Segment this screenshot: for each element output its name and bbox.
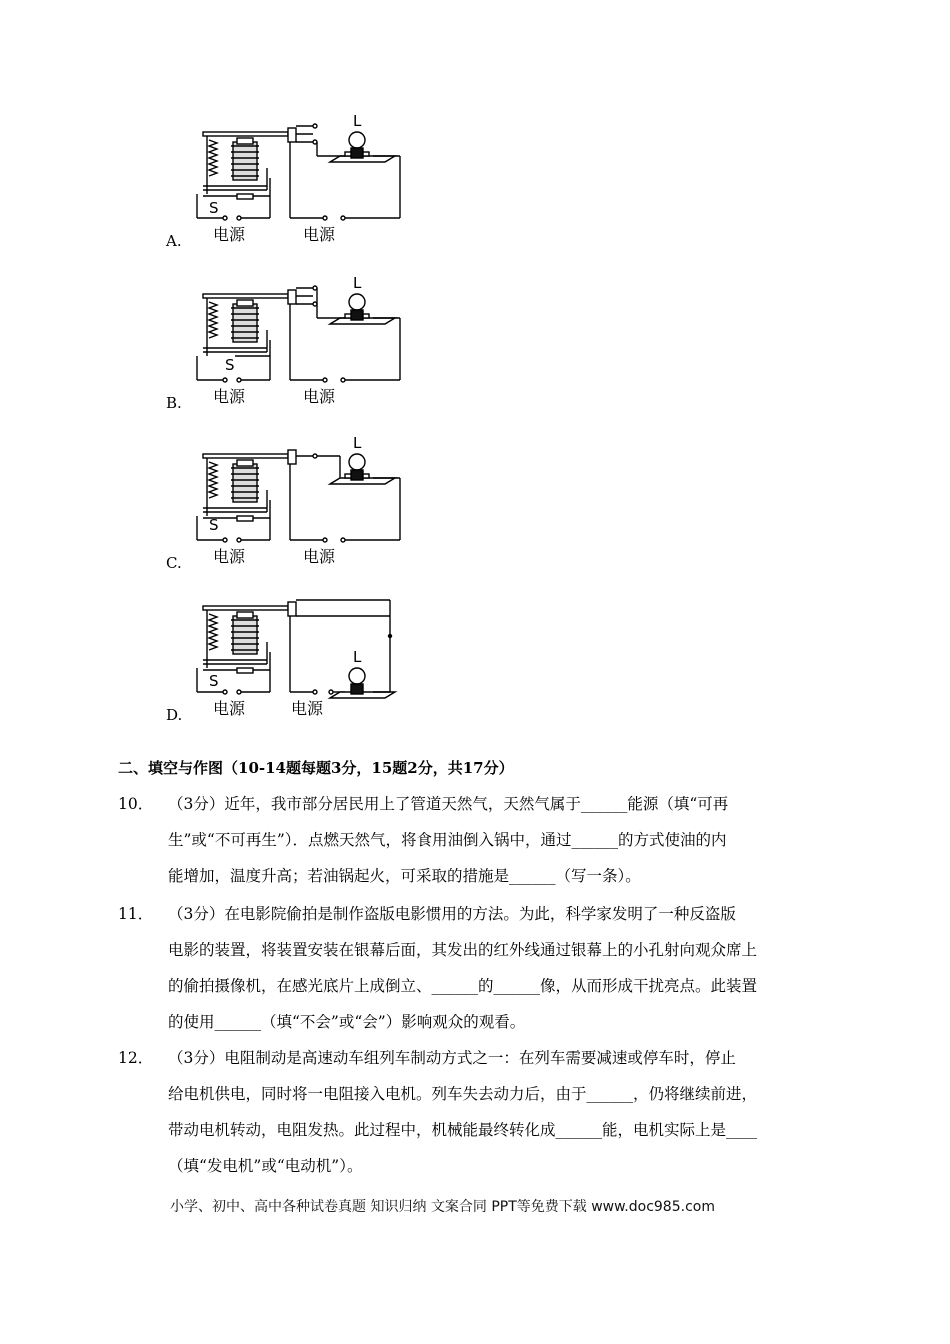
option-letter: D. xyxy=(166,706,183,724)
question-line: 给电机供电，同时将一电阻接入电机。列车失去动力后，由于______，仍将继续前进， xyxy=(168,1085,758,1103)
circuit-diagram-a xyxy=(195,108,415,258)
circuit-diagram-c xyxy=(195,430,415,580)
power-label-right: 电源 xyxy=(303,387,336,406)
option-b xyxy=(160,270,420,420)
question-line: 生”或“不可再生”）．点燃天然气，将食用油倒入锅中，通过______的方式使油的内 xyxy=(168,831,727,849)
question-line: （3分）近年，我市部分居民用上了管道天然气，天然气属于______能源（填“可再 xyxy=(168,795,729,813)
section-title: 二、填空与作图（10-14题每题3分，15题2分，共17分） xyxy=(118,759,514,777)
option-c xyxy=(160,430,420,580)
option-letter: A. xyxy=(166,232,182,250)
question-line: （填“发电机”或“电动机”）。 xyxy=(168,1157,363,1175)
question-number: 10． xyxy=(118,795,154,813)
power-label-left: 电源 xyxy=(213,387,246,406)
switch-label: S xyxy=(225,356,235,374)
lamp-label: L xyxy=(353,434,362,452)
option-letter: C. xyxy=(166,554,182,572)
circuit-diagram-b xyxy=(195,270,415,420)
power-label-right: 电源 xyxy=(291,699,324,718)
question-line: 的偷拍摄像机，在感光底片上成倒立、______的______像，从而形成干扰亮点。此装置 xyxy=(168,977,758,995)
power-label-left: 电源 xyxy=(213,225,246,244)
relay-circuit-svg xyxy=(195,430,415,580)
power-label-right: 电源 xyxy=(303,547,336,566)
switch-label: S xyxy=(209,199,219,217)
question-12 xyxy=(118,1040,818,1184)
question-line: （3分）在电影院偷拍是制作盗版电影惯用的方法。为此，科学家发明了一种反盗版 xyxy=(168,905,736,923)
lamp-label: L xyxy=(353,648,362,666)
question-line: （3分）电阻制动是高速动车组列车制动方式之一：在列车需要减速或停车时，停止 xyxy=(168,1049,736,1067)
power-label-left: 电源 xyxy=(213,699,246,718)
question-line: 的使用______（填“不会”或“会”）影响观众的观看。 xyxy=(168,1013,526,1031)
power-label-right: 电源 xyxy=(303,225,336,244)
question-number: 12． xyxy=(118,1049,154,1067)
lamp-label: L xyxy=(353,274,362,292)
switch-label: S xyxy=(209,672,219,690)
relay-circuit-svg xyxy=(195,582,415,732)
option-a xyxy=(160,108,420,258)
footer-promo-text: 小学、初中、高中各种试卷真题 知识归纳 文案合同 PPT等免费下载 www.doc985.com xyxy=(170,1199,715,1215)
question-line: 带动电机转动，电阻发热。此过程中，机械能最终转化成______能，电机实际上是____ xyxy=(168,1121,758,1139)
power-label-left: 电源 xyxy=(213,547,246,566)
question-11 xyxy=(118,896,818,1040)
lamp-label: L xyxy=(353,112,362,130)
switch-label: S xyxy=(209,516,219,534)
question-line: 电影的装置，将装置安装在银幕后面，其发出的红外线通过银幕上的小孔射向观众席上 xyxy=(168,941,758,959)
question-number: 11． xyxy=(118,905,154,923)
circuit-diagram-d xyxy=(195,582,415,732)
relay-circuit-svg xyxy=(195,270,415,420)
relay-circuit-svg xyxy=(195,108,415,258)
option-d xyxy=(160,582,420,732)
question-10 xyxy=(118,786,818,894)
question-line: 能增加，温度升高；若油锅起火，可采取的措施是______（写一条）。 xyxy=(168,867,641,885)
option-letter: B. xyxy=(166,394,182,412)
